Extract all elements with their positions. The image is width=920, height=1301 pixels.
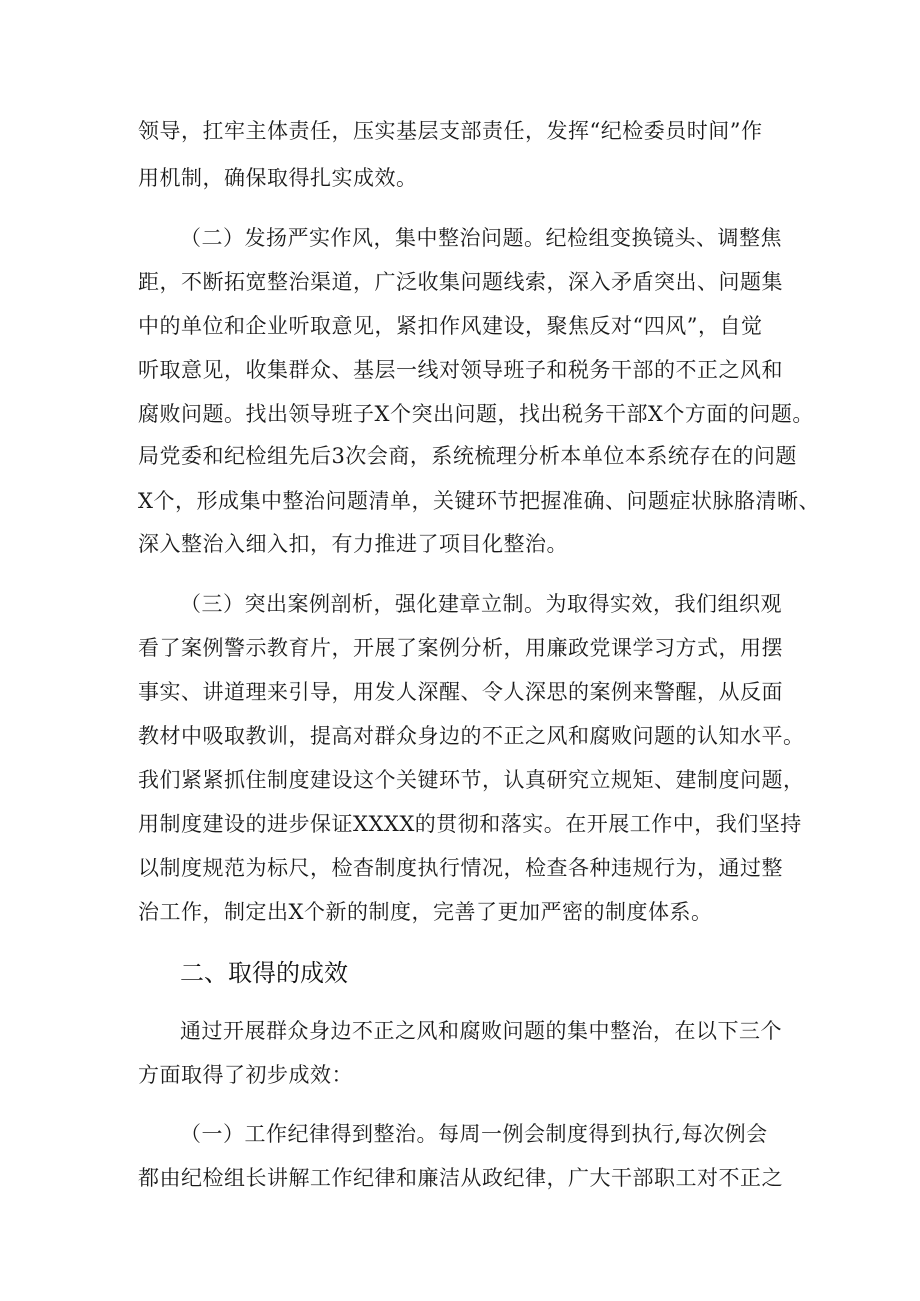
text-line: 中的单位和企业听取意见，紧扣作风建设，聚焦反对“四风”，自觉 bbox=[138, 314, 763, 338]
text-line: 局党委和纪检组先后3次会商，系统梳理分析本单位本系统存在的问题 bbox=[138, 444, 797, 468]
section-heading: 二、取得的成效 bbox=[180, 959, 348, 987]
text-line: （二）发扬严实作风，集中整治问题。纪检组变换镜头、调整焦 bbox=[180, 226, 782, 250]
text-line: 方面取得了初步成效： bbox=[138, 1063, 353, 1087]
text-line: 听取意见，收集群众、基层一线对领导班子和税务干部的不正之风和 bbox=[138, 358, 783, 382]
text-line: 看了案例警示教育片，开展了案例分析，用廉政党课学习方式，用摆 bbox=[138, 636, 783, 660]
text-line: 用机制，确保取得扎实成效。 bbox=[138, 166, 418, 190]
text-line: 深入整治入细入扣，有力推进了项目化整治。 bbox=[138, 532, 568, 556]
text-line: 教材中吸取教训，提高对群众身边的不正之风和腐败问题的认知水平。 bbox=[138, 724, 805, 748]
text-line: 以制度规范为标尺，检杳制度执行情况，检查各种违规行为，通过整 bbox=[138, 856, 783, 880]
text-line: 腐败问题。找出领导班子X个突出问题，找出税务干部X个方面的问题。 bbox=[138, 402, 814, 426]
text-line: （三）突出案例剖析，强化建章立制。为取得实效，我们组织观 bbox=[180, 592, 782, 616]
text-line: 用制度建设的进步保证XXXX的贯彻和落实。在开展工作中，我们坚持 bbox=[138, 812, 802, 836]
text-line: 治工作，制定出X个新的制度，完善了更加严密的制度体系。 bbox=[138, 900, 713, 924]
text-line: 距，不断拓宽整治渠道，广泛收集问题线索，深入矛盾突出、问题集 bbox=[138, 270, 783, 294]
text-line: 都由纪检组长讲解工作纪律和廉洁从政纪律，广大干部职工对不正之 bbox=[138, 1166, 783, 1190]
text-line: 领导，扛牢主体责任，压实基层支部责任，发挥“纪检委员时间”作 bbox=[138, 119, 763, 143]
text-line: 通过开展群众身边不正之风和腐败问题的集中整治，在以下三个 bbox=[180, 1019, 782, 1043]
text-line: （一）工作纪律得到整治。每周一例会制度得到执行,每次例会 bbox=[180, 1122, 768, 1146]
text-line: 我们紧紧抓住制度建设这个关键环节，认真研究立规矩、建制度问题， bbox=[138, 768, 805, 792]
text-line: 事实、讲道理来引导，用发人深醒、令人深思的案例来警醒，从反面 bbox=[138, 680, 783, 704]
text-line: X个，形成集中整治问题清单，关键环节把握准确、问题症状脉胳清晰、 bbox=[138, 489, 820, 513]
